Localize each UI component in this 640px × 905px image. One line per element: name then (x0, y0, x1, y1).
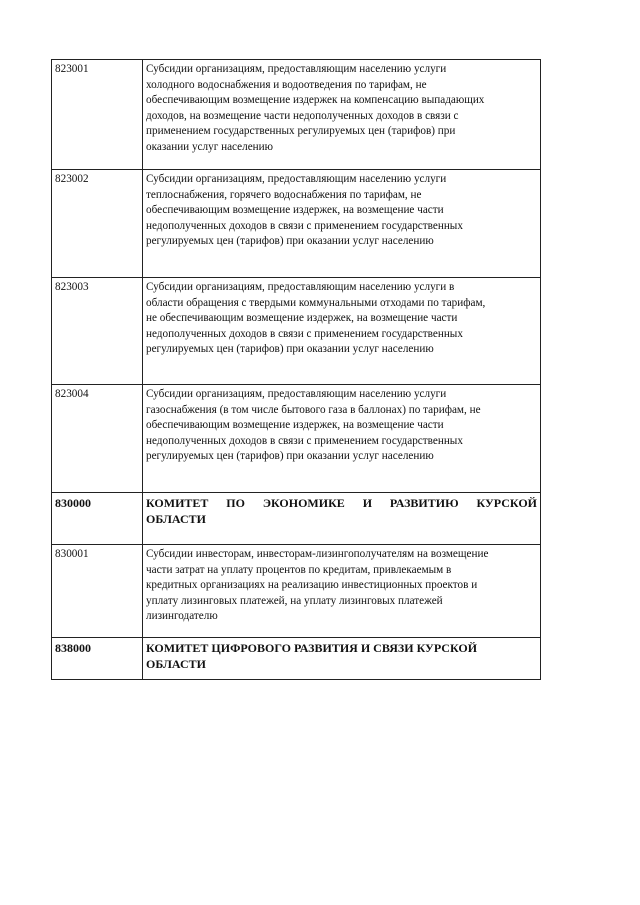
description-line: лизингодателю (146, 610, 218, 623)
description-line: КОМИТЕТ ПО ЭКОНОМИКЕ И РАЗВИТИЮ КУРСКОЙ (146, 496, 537, 510)
description-line: регулируемых цен (тарифов) при оказании услуг населению (146, 235, 434, 248)
table-row (52, 170, 541, 278)
description-line: холодного водоснабжения и водоотведения по тарифам, не (146, 78, 427, 91)
row-description (143, 278, 541, 385)
table-row (52, 60, 541, 170)
description-line: недополученных доходов в связи с применением государственных (146, 219, 463, 232)
description-line: обеспечивающим возмещение издержек, на возмещение части (146, 419, 444, 432)
description-line: ОБЛАСТИ (146, 657, 206, 671)
table-row (52, 278, 541, 385)
description-line: газоснабжения (в том числе бытового газа в баллонах) по тарифам, не (146, 403, 481, 416)
description-line: КОМИТЕТ ЦИФРОВОГО РАЗВИТИЯ И СВЯЗИ КУРСКОЙ (146, 641, 478, 655)
row-description (143, 545, 541, 638)
description-line: Субсидии организациям, предоставляющим населению услуги в (146, 281, 455, 293)
description-line: ОБЛАСТИ (146, 512, 206, 526)
description-line: регулируемых цен (тарифов) при оказании услуг населению (146, 343, 434, 356)
row-description (143, 60, 541, 170)
row-description (143, 638, 541, 680)
table-row (52, 545, 541, 638)
row-description (143, 493, 541, 545)
description-line: недополученных доходов в связи с применением государственных (146, 327, 463, 340)
row-code: 823003 (52, 278, 143, 385)
row-code: 830000 (52, 493, 143, 545)
row-description (143, 385, 541, 493)
description-line: Субсидии организациям, предоставляющим населению услуги (146, 388, 447, 400)
description-line: не обеспечивающим возмещение издержек, на возмещение части (146, 312, 458, 325)
description-line: области обращения с твердыми коммунальными отходами по тарифам, (146, 296, 486, 309)
table-row (52, 493, 541, 545)
description-line: доходов, на возмещение части недополученных доходов в связи с (146, 109, 459, 122)
row-code: 823004 (52, 385, 143, 493)
row-code: 823001 (52, 60, 143, 170)
description-line: Субсидии инвесторам, инвесторам-лизингополучателям на возмещение (146, 548, 489, 560)
description-line: кредитных организациях на реализацию инвестиционных проектов и (146, 579, 478, 592)
table-row (52, 638, 541, 680)
description-line: теплоснабжения, горячего водоснабжения по тарифам, не (146, 188, 422, 201)
table-row (52, 385, 541, 493)
row-code: 823002 (52, 170, 143, 278)
description-line: части затрат на уплату процентов по кредитам, привлекаемым в (146, 563, 452, 576)
description-line: применением государственных регулируемых цен (тарифов) при (146, 125, 456, 138)
description-line: оказании услуг населению (146, 140, 273, 153)
budget-codes-table (51, 59, 541, 680)
description-line: обеспечивающим возмещение издержек, на возмещение части (146, 204, 444, 217)
description-line: уплату лизинговых платежей, на уплату лизинговых платежей (146, 594, 443, 607)
description-line: регулируемых цен (тарифов) при оказании услуг населению (146, 450, 434, 463)
row-code: 838000 (52, 638, 143, 680)
description-line: Субсидии организациям, предоставляющим населению услуги (146, 173, 447, 185)
description-line: недополученных доходов в связи с применением государственных (146, 434, 463, 447)
description-line: Субсидии организациям, предоставляющим населению услуги (146, 63, 447, 75)
row-description (143, 170, 541, 278)
description-line: обеспечивающим возмещение издержек на компенсацию выпадающих (146, 94, 485, 107)
row-code: 830001 (52, 545, 143, 638)
